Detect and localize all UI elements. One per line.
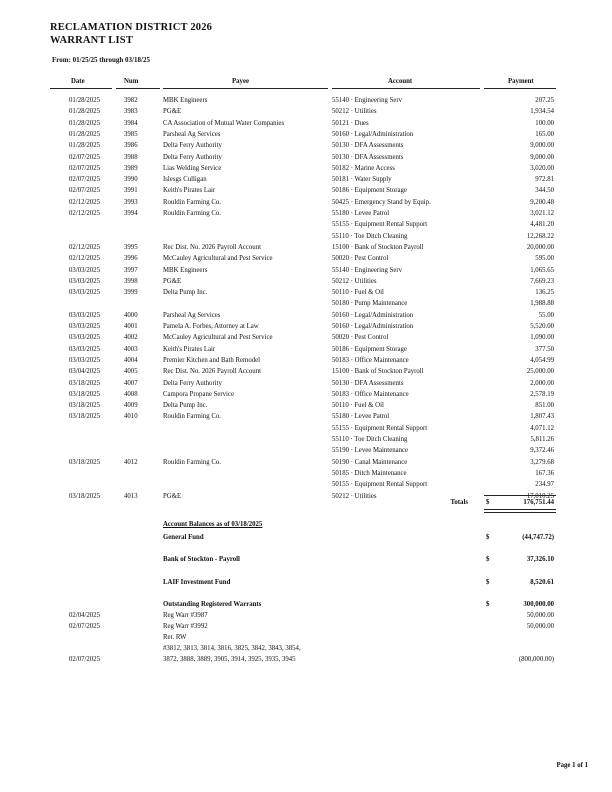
row-date: 03/03/2025 [69,289,100,296]
row-amount: 7,669.23 [530,278,554,285]
row-account: 55180 · Levee Patrol [332,413,390,420]
balance-label: Bank of Stockton - Payroll [163,556,240,563]
header-rule [484,88,556,89]
row-account: 50186 · Equipment Storage [332,346,407,353]
row-date: 03/03/2025 [69,346,100,353]
row-num: 3999 [124,289,138,296]
warrant-description: Reg Warr #3987 [163,612,208,619]
row-date: 02/07/2025 [69,176,100,183]
col-payment-header: Payment [508,78,534,85]
row-payee: Delta Pump Inc. [163,289,208,296]
balances-heading: Account Balances as of 03/18/2025 [163,521,263,528]
balance-label: General Fund [163,534,204,541]
row-date: 02/07/2025 [69,154,100,161]
row-num: 3990 [124,176,138,183]
row-date: 01/28/2025 [69,97,100,104]
row-date: 03/03/2025 [69,312,100,319]
row-amount: 1,090.00 [530,334,554,341]
row-date: 02/07/2025 [69,187,100,194]
row-account: 50185 · Ditch Maintenance [332,470,407,477]
row-amount: 1,988.88 [530,300,554,307]
col-account-header: Account [388,78,413,85]
row-account: 50160 · Legal/Administration [332,312,414,319]
row-payee: Delta Ferry Authority [163,142,222,149]
row-account: 50180 · Pump Maintenance [332,300,408,307]
row-num: 3989 [124,165,138,172]
balance-label: Outstanding Registered Warrants [163,601,262,608]
report-title: WARRANT LIST [50,35,134,46]
row-amount: 972.81 [535,176,554,183]
row-amount: 167.36 [535,470,554,477]
balance-currency: $ [486,579,490,586]
row-date: 03/18/2025 [69,391,100,398]
row-amount: 4,071.12 [530,425,554,432]
balance-currency: $ [486,601,490,608]
totals-currency: $ [486,499,490,506]
row-account: 15100 · Bank of Stockton Payroll [332,368,424,375]
row-num: 3998 [124,278,138,285]
row-date: 02/12/2025 [69,244,100,251]
totals-amount: 176,751.44 [523,499,554,506]
row-date: 01/28/2025 [69,120,100,127]
row-payee: PG&E [163,278,182,285]
row-amount: 595.00 [535,255,554,262]
row-num: 3982 [124,97,138,104]
row-payee: Keith's Pirates Lair [163,187,216,194]
row-account: 50130 · DFA Assessments [332,142,404,149]
row-num: 4009 [124,402,138,409]
row-num: 4007 [124,380,138,387]
row-amount: 3,279.68 [530,459,554,466]
row-account: 50130 · DFA Assessments [332,380,404,387]
row-account: 50110 · Fuel & Oil [332,402,384,409]
row-num: 3991 [124,187,138,194]
row-amount: 851.00 [535,402,554,409]
row-num: 4012 [124,459,138,466]
row-payee: Pamela A. Forbes, Attorney at Law [163,323,259,330]
row-payee: CA Association of Mutual Water Companies [163,120,285,127]
row-num: 4002 [124,334,138,341]
row-date: 01/28/2025 [69,108,100,115]
row-amount: 4,481.20 [530,221,554,228]
row-num: 3986 [124,142,138,149]
row-account: 55140 · Engineering Serv [332,267,403,274]
row-num: 3997 [124,267,138,274]
row-account: 50212 · Utilities [332,108,377,115]
row-amount: 20,000.00 [526,244,554,251]
row-date: 03/18/2025 [69,380,100,387]
row-amount: 207.25 [535,97,554,104]
row-num: 4013 [124,493,138,500]
warrant-amount: 50,000.00 [526,623,554,630]
row-num: 4008 [124,391,138,398]
row-account: 50020 · Pest Control [332,255,389,262]
row-payee: Parsheal Ag Services [163,312,221,319]
row-account: 50186 · Equipment Storage [332,187,407,194]
row-date: 03/03/2025 [69,323,100,330]
balance-amount: (44,747.72) [522,534,554,541]
row-num: 3988 [124,154,138,161]
totals-rule [484,495,556,496]
row-account: 55110 · Toe Ditch Cleaning [332,233,408,240]
header-rule [50,88,112,89]
row-date: 03/03/2025 [69,267,100,274]
col-payee-header: Payee [232,78,249,85]
balance-currency: $ [486,556,490,563]
warrant-description: Reg Warr #3992 [163,623,208,630]
row-date: 02/07/2025 [69,165,100,172]
district-name: RECLAMATION DISTRICT 2026 [50,22,213,33]
row-num: 4005 [124,368,138,375]
header-rule [163,88,328,89]
row-account: 50020 · Pest Control [332,334,389,341]
row-account: 50160 · Legal/Administration [332,131,414,138]
row-payee: Islesgs Culligan [163,176,207,183]
date-range: From: 01/25/25 through 03/18/25 [52,56,150,64]
warrant-amount: (800,000.00) [518,656,554,663]
row-date: 03/03/2025 [69,357,100,364]
warrant-description: Ret. RW [163,634,187,641]
row-account: 50183 · Office Maintenance [332,357,409,364]
row-account: 50212 · Utilities [332,493,377,500]
row-payee: McCauley Agricultural and Pest Service [163,255,273,262]
row-date: 03/03/2025 [69,334,100,341]
row-payee: Keith's Pirates Lair [163,346,216,353]
row-account: 15100 · Bank of Stockton Payroll [332,244,424,251]
row-account: 50160 · Legal/Administration [332,323,414,330]
row-num: 3983 [124,108,138,115]
row-date: 02/12/2025 [69,255,100,262]
row-date: 02/12/2025 [69,210,100,217]
row-amount: 2,578.19 [530,391,554,398]
balance-label: LAIF Investment Fund [163,579,231,586]
row-payee: Delta Ferry Authority [163,380,222,387]
row-amount: 9,372.46 [530,447,554,454]
col-num-header: Num [124,78,139,85]
row-amount: 344.50 [535,187,554,194]
row-date: 03/18/2025 [69,402,100,409]
row-account: 55190 · Levee Maintenance [332,447,409,454]
row-account: 55155 · Equipment Rental Support [332,221,428,228]
warrant-amount: 50,000.00 [526,612,554,619]
row-account: 50183 · Office Maintenance [332,391,409,398]
row-account: 50130 · DFA Assessments [332,154,404,161]
page-number: Page 1 of 1 [556,762,588,769]
row-account: 55110 · Toe Ditch Cleaning [332,436,408,443]
row-num: 4004 [124,357,138,364]
row-date: 02/12/2025 [69,199,100,206]
row-account: 55180 · Levee Patrol [332,210,390,217]
row-account: 50182 · Marine Access [332,165,395,172]
row-amount: 136.25 [535,289,554,296]
row-amount: 9,000.00 [530,142,554,149]
balance-currency: $ [486,534,490,541]
balance-amount: 37,326.10 [526,556,554,563]
row-num: 3996 [124,255,138,262]
row-num: 3995 [124,244,138,251]
row-date: 03/04/2025 [69,368,100,375]
row-payee: PG&E [163,108,182,115]
row-num: 4001 [124,323,138,330]
row-amount: 9,200.48 [530,199,554,206]
row-amount: 4,054.99 [530,357,554,364]
row-amount: 25,000.00 [526,368,554,375]
row-date: 01/28/2025 [69,142,100,149]
row-payee: Rouldin Farming Co. [163,210,221,217]
row-payee: MBK Engineers [163,97,208,104]
row-account: 50190 · Canal Maintenance [332,459,408,466]
row-payee: Rec Dist. No. 2026 Payroll Account [163,244,261,251]
row-amount: 9,000.00 [530,154,554,161]
row-date: 01/28/2025 [69,131,100,138]
row-payee: PG&E [163,493,182,500]
row-payee: Rec Dist. No. 2026 Payroll Account [163,368,261,375]
row-num: 4000 [124,312,138,319]
row-payee: Rouldin Farming Co. [163,459,221,466]
row-amount: 3,020.00 [530,165,554,172]
row-num: 3993 [124,199,138,206]
warrant-date: 02/07/2025 [69,656,100,663]
row-amount: 17,010.25 [526,493,554,500]
row-date: 03/18/2025 [69,413,100,420]
row-num: 3994 [124,210,138,217]
col-date-header: Date [71,78,85,85]
row-account: 55140 · Engineering Serv [332,97,403,104]
row-num: 4010 [124,413,138,420]
totals-double-rule [484,509,556,513]
warrant-date: 02/04/2025 [69,612,100,619]
row-payee: MBK Engineers [163,267,208,274]
header-rule [116,88,160,89]
row-account: 50155 · Equipment Rental Support [332,481,428,488]
row-amount: 55.00 [538,312,554,319]
row-amount: 1,934.54 [530,108,554,115]
balance-amount: 300,000.00 [523,601,554,608]
row-amount: 234.97 [535,481,554,488]
row-num: 4003 [124,346,138,353]
row-payee: Premier Kitchen and Bath Remodel [163,357,261,364]
row-account: 50121 · Dues [332,120,369,127]
row-num: 3985 [124,131,138,138]
row-amount: 1,065.65 [530,267,554,274]
row-amount: 5,520.00 [530,323,554,330]
row-payee: McCauley Agricultural and Pest Service [163,334,273,341]
row-payee: Delta Pump Inc. [163,402,208,409]
row-date: 03/18/2025 [69,459,100,466]
row-payee: Campora Propane Service [163,391,234,398]
row-amount: 12,268.22 [526,233,554,240]
row-payee: Parsheal Ag Services [163,131,221,138]
warrant-description: 3872, 3888, 3889, 3905, 3914, 3925, 3935, 3945 [163,656,296,663]
row-amount: 377.50 [535,346,554,353]
balance-amount: 8,520.61 [530,579,554,586]
warrant-date: 02/07/2025 [69,623,100,630]
row-account: 55155 · Equipment Rental Support [332,425,428,432]
row-date: 03/03/2025 [69,278,100,285]
row-num: 3984 [124,120,138,127]
row-amount: 5,811.26 [530,436,554,443]
warrant-description: #3812, 3813, 3814, 3816, 3825, 3842, 3843, 3854, [163,645,301,652]
row-amount: 3,021.12 [530,210,554,217]
row-payee: Lias Welding Service [163,165,222,172]
header-rule [332,88,480,89]
row-account: 50425 · Emergency Stand by Equip. [332,199,431,206]
row-amount: 2,000.00 [530,380,554,387]
row-date: 03/18/2025 [69,493,100,500]
totals-label: Totals [450,499,468,506]
row-payee: Rouldin Farming Co. [163,199,221,206]
row-account: 50110 · Fuel & Oil [332,289,384,296]
row-amount: 100.00 [535,120,554,127]
row-amount: 1,807.43 [530,413,554,420]
row-amount: 165.00 [535,131,554,138]
row-account: 50212 · Utilities [332,278,377,285]
row-payee: Rouldin Farming Co. [163,413,221,420]
row-payee: Delta Ferry Authority [163,154,222,161]
row-account: 50181 · Water Supply [332,176,392,183]
